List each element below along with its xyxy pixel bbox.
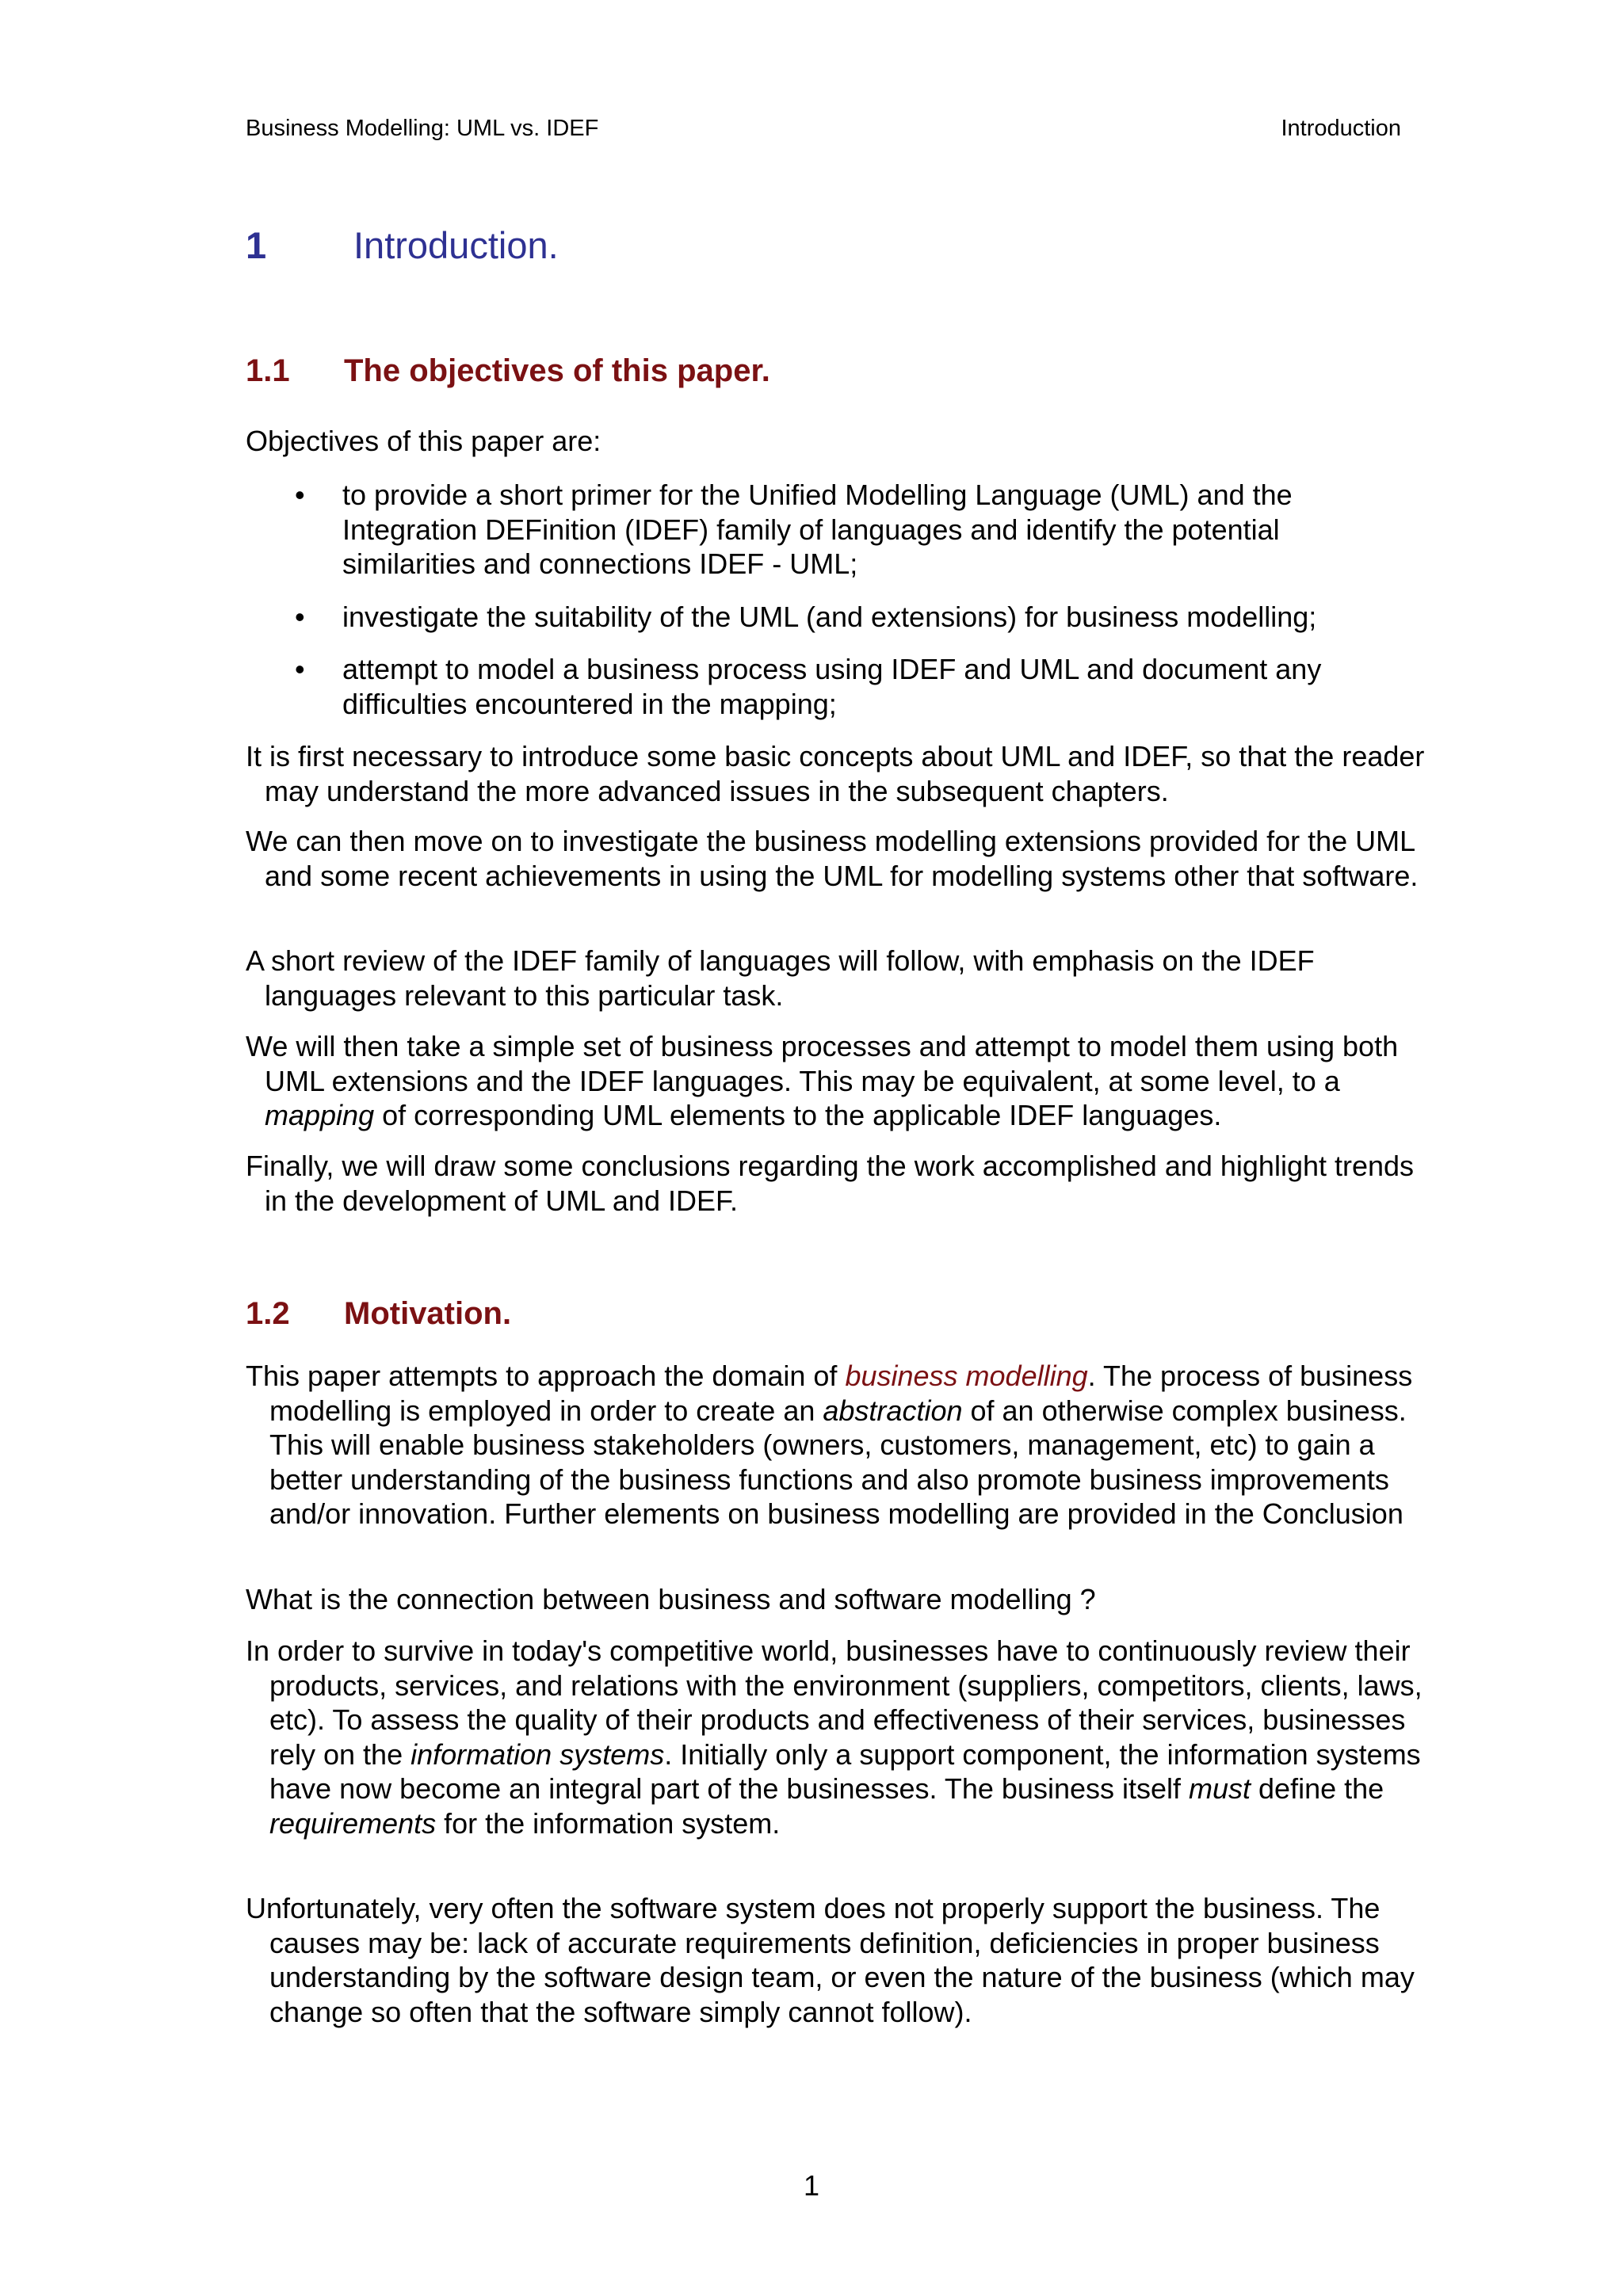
motivation-question: What is the connection between business and software modelling ? (246, 1583, 1096, 1615)
paragraph-text: This paper attempts to approach the domain of (246, 1360, 846, 1392)
objectives-paragraph-2: We can then move on to investigate the business modelling extensions provided for the UML and some recent achievements in using the UML for modelling systems other that software. (246, 825, 1419, 892)
emphasis-information-systems: information systems (411, 1737, 665, 1771)
chapter-heading (246, 223, 559, 267)
paragraph-text: of an otherwise complex business. This will enable business stakeholders (owners, customers, management, etc) to gain a better understanding of the business functions and also promote business improvements and/or innovation. Further elements on business modelling are provided in the Conclusion (269, 1394, 1407, 1530)
chapter-title: Introduction. (353, 224, 559, 266)
list-item (295, 478, 1420, 582)
emphasis-must: must (1189, 1772, 1251, 1805)
paragraph-text: define the (1251, 1772, 1384, 1805)
list-item-text: attempt to model a business process using IDEF and UML and document any difficulties encountered in the mapping; (342, 653, 1322, 720)
paragraph-text: In order to survive in today's competitive world, businesses have to continuously review their products, services, and relations with the environment (suppliers, competitors, clients, laws, etc). To assess the quality of their products and effectiveness of their services, businesses rely on the (246, 1634, 1423, 1771)
section-title: Motivation. (344, 1296, 512, 1331)
header-document-title: Business Modelling: UML vs. IDEF (246, 116, 599, 141)
list-item (295, 652, 1420, 721)
paragraph-text: We will then take a simple set of business processes and attempt to model them using both UML extensions and the IDEF languages. This may be equivalent, at some level, to a (246, 1030, 1399, 1097)
page-number: 1 (803, 2169, 820, 2202)
objectives-paragraph-4 (246, 1029, 1430, 1133)
bullet-glyph: • (295, 479, 305, 511)
section-number: 1.2 (246, 1296, 290, 1331)
running-header (246, 116, 1401, 147)
bullet-glyph: • (295, 653, 305, 685)
paragraph-text: for the information system. (436, 1806, 781, 1840)
objectives-list (295, 478, 1420, 739)
list-item (295, 600, 1420, 635)
chapter-number: 1 (246, 224, 267, 266)
objectives-paragraph-1: It is first necessary to introduce some basic concepts about UML and IDEF, so that the reader may understand the more advanced issues in the subsequent chapters. (246, 740, 1425, 807)
section-heading-motivation (246, 1296, 511, 1332)
motivation-paragraph-3 (246, 1634, 1434, 1840)
emphasis-mapping: mapping (265, 1099, 375, 1131)
section-title: The objectives of this paper. (344, 353, 770, 388)
objectives-paragraph-5: Finally, we will draw some conclusions regarding the work accomplished and highlight trends in the development of UML and IDEF. (246, 1150, 1415, 1217)
paragraph-text: of corresponding UML elements to the applicable IDEF languages. (374, 1099, 1222, 1131)
emphasis-abstraction: abstraction (823, 1394, 963, 1427)
header-chapter-name: Introduction (1281, 116, 1401, 141)
emphasis-business-modelling: business modelling (845, 1360, 1088, 1392)
paragraph-text: . The process of business modelling is employed in order to create an (269, 1360, 1413, 1427)
motivation-paragraph-1 (246, 1359, 1434, 1531)
list-item-text: investigate the suitability of the UML (and extensions) for business modelling; (342, 600, 1317, 633)
paragraph-text: . Initially only a support component, the information systems have now become an integral part of the businesses. The business itself (269, 1737, 1421, 1805)
motivation-paragraph-4: Unfortunately, very often the software system does not properly support the business. The causes may be: lack of accurate requirements definition, deficiencies in proper business understanding by the software design team, or even the nature of the business (which may change so often that the software simply cannot follow). (246, 1892, 1415, 2028)
section-number: 1.1 (246, 353, 290, 388)
bullet-glyph: • (295, 600, 305, 633)
section-heading-objectives (246, 353, 770, 389)
objectives-paragraph-3: A short review of the IDEF family of languages will follow, with emphasis on the IDEF languages relevant to this particular task. (246, 944, 1315, 1012)
emphasis-requirements: requirements (269, 1806, 437, 1840)
objectives-intro: Objectives of this paper are: (246, 425, 601, 457)
list-item-text: to provide a short primer for the Unified Modelling Language (UML) and the Integration DEFinition (IDEF) family of languages and identify the potential similarities and connections IDEF - UML; (342, 479, 1293, 580)
